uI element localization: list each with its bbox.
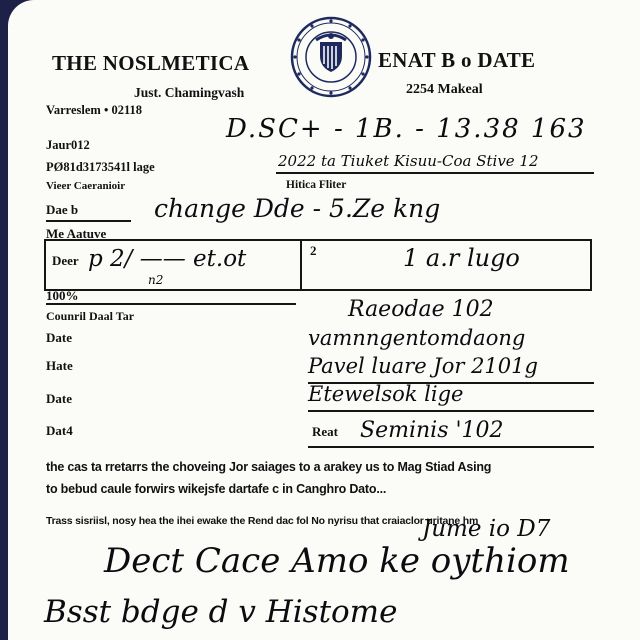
box-number-right: 2	[310, 243, 317, 258]
dat4-label: Dat4	[46, 423, 73, 438]
document-page	[8, 0, 640, 640]
hundred-label: 100%	[46, 288, 79, 303]
deer-handwriting: p 2/ —— et.ot	[88, 246, 247, 272]
date-1-label: Date	[46, 330, 72, 345]
meta-line-5: Hitica Fliter	[286, 179, 347, 191]
hate-handwriting-top: vamnngentomdaong	[308, 326, 526, 350]
deer-handwriting-sub: n2	[148, 273, 164, 287]
handwriting-main: Dect Cace Amo ke oythiom	[104, 541, 570, 581]
date-b-label: Dae b	[46, 202, 79, 217]
divider	[308, 410, 594, 412]
body-paragraph-3: Trass sisriisl, nosy hea the ihei ewake the Rend dac fol No nyrisu that craiaclor uritane hm	[46, 515, 479, 527]
header-left-title: THE NOSLMETICA	[52, 51, 250, 75]
official-seal-icon	[290, 16, 372, 98]
meta-line-4: Vieer Caeranioir	[46, 180, 126, 192]
reat-handwriting: Seminis '102	[360, 418, 504, 443]
reat-label: Reat	[312, 424, 338, 439]
header-left-sub: Just. Chamingvash	[134, 85, 245, 100]
council-label: Counril Daal Tar	[46, 309, 135, 323]
box-divider	[300, 241, 302, 289]
box-handwriting-right: 1 a.r lugo	[403, 244, 520, 272]
handwriting-right: Jume io D7	[422, 516, 551, 542]
divider	[276, 172, 594, 174]
hate-label: Hate	[46, 358, 73, 373]
divider	[308, 446, 594, 448]
hate-handwriting: Pavel luare Jor 2101g	[308, 354, 538, 378]
body-paragraph-2: to bebud caule forwirs wikejsfe dartafe c in Canghro Dato...	[46, 482, 387, 496]
deer-label: Deer	[52, 253, 79, 268]
date-1-handwriting: Raeodae 102	[348, 297, 494, 322]
date-2-label: Date	[46, 391, 72, 406]
header-right-title: ENAT B o DATE	[378, 48, 536, 72]
me-nature-label: Me Aatuve	[46, 226, 107, 241]
meta-line-2: Jaur012	[46, 138, 90, 152]
divider	[46, 220, 131, 222]
date-b-handwriting: change Dde - 5.Ze kng	[154, 194, 441, 223]
stamp-code: 2022 ta Tiuket Kisuu-Coa Stive 12	[278, 152, 539, 170]
date-2-handwriting: Etewelsok lige	[308, 382, 464, 406]
handwritten-code: D.SC+ - 1B. - 13.38 163	[226, 114, 587, 144]
meta-line-3: PØ81d3173541l lage	[46, 160, 155, 174]
header-right-sub: 2254 Makeal	[406, 82, 483, 97]
meta-line-1: Varreslem • 02118	[46, 103, 143, 117]
body-paragraph-1: the cas ta rretarrs the choveing Jor saiages to a arakey us to Mag Stiad Asing	[46, 460, 492, 474]
divider	[46, 303, 296, 305]
handwriting-bottom: Bsst bdge d v Histome	[44, 594, 398, 630]
